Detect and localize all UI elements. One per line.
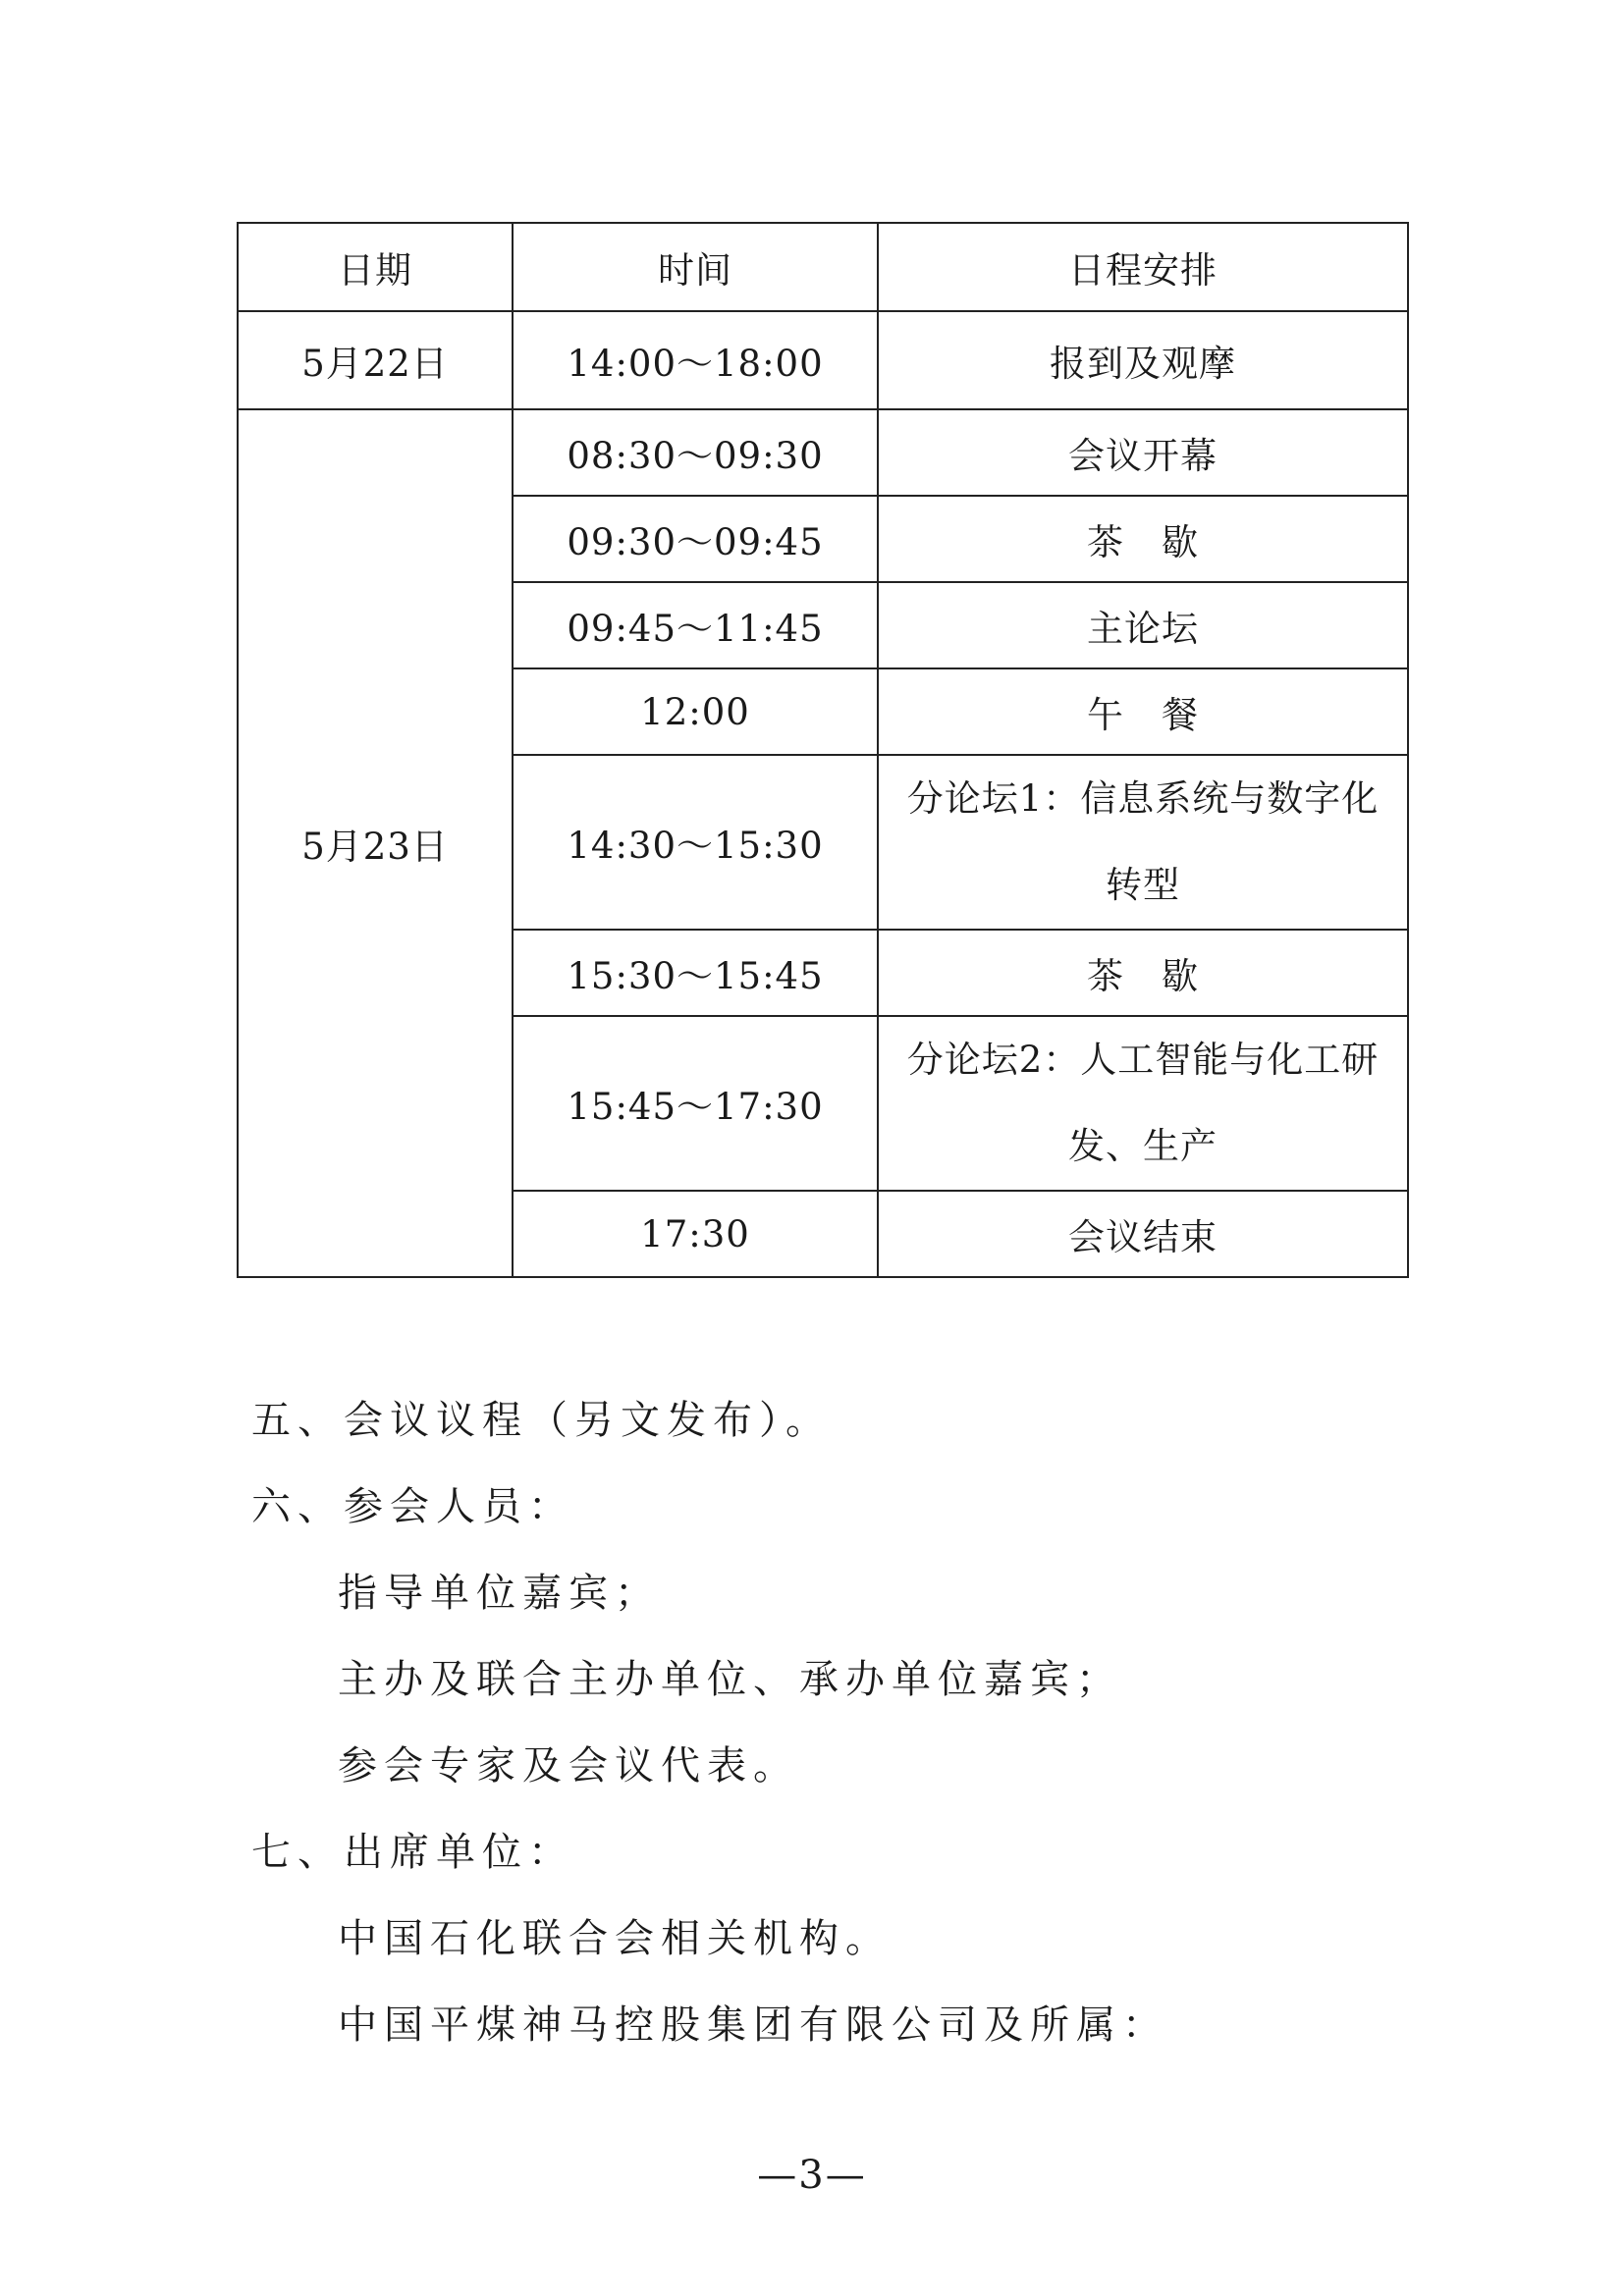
- table-row: [238, 311, 1408, 409]
- list-item: 参会专家及会议代表。: [338, 1743, 799, 1789]
- body-sections: [251, 1377, 1410, 2068]
- time-cell: 08:30～09:30: [513, 409, 878, 496]
- time-cell: 14:30～15:30: [513, 755, 878, 930]
- section-six-heading: 六、参会人员：: [251, 1484, 574, 1529]
- agenda-cell: 主论坛: [878, 582, 1408, 668]
- time-cell: 15:30～15:45: [513, 930, 878, 1016]
- time-cell: 09:45～11:45: [513, 582, 878, 668]
- list-item: 指导单位嘉宾；: [338, 1571, 661, 1616]
- time-cell: 15:45～17:30: [513, 1016, 878, 1191]
- time-cell: 09:30～09:45: [513, 496, 878, 582]
- header-agenda: 日程安排: [878, 223, 1408, 311]
- agenda-cell: 会议开幕: [878, 409, 1408, 496]
- time-cell: 14:00～18:00: [513, 311, 878, 409]
- section-seven-heading: 七、出席单位：: [251, 1830, 574, 1875]
- list-item: 主办及联合主办单位、承办单位嘉宾；: [338, 1657, 1122, 1702]
- agenda-cell: 午 餐: [878, 668, 1408, 755]
- list-item: 中国石化联合会相关机构。: [338, 1916, 892, 1961]
- table-row: [238, 409, 1408, 496]
- header-time: 时间: [513, 223, 878, 311]
- agenda-cell: 分论坛1：信息系统与数字化转型: [878, 755, 1408, 930]
- header-date: 日期: [238, 223, 513, 311]
- section-five-heading: 五、会议议程（另文发布）。: [251, 1398, 832, 1443]
- agenda-cell: 报到及观摩: [878, 311, 1408, 409]
- time-cell: 12:00: [513, 668, 878, 755]
- date-cell: 5月23日: [238, 409, 513, 1277]
- agenda-cell: 会议结束: [878, 1191, 1408, 1277]
- table-header-row: [238, 223, 1408, 311]
- schedule-table: [237, 222, 1409, 1278]
- time-cell: 17:30: [513, 1191, 878, 1277]
- agenda-cell: 分论坛2：人工智能与化工研发、生产: [878, 1016, 1408, 1191]
- list-item: 中国平煤神马控股集团有限公司及所属：: [338, 2002, 1168, 2048]
- page-number: —3—: [757, 2153, 867, 2198]
- agenda-cell: 茶 歇: [878, 496, 1408, 582]
- agenda-cell: 茶 歇: [878, 930, 1408, 1016]
- date-cell: 5月22日: [238, 311, 513, 409]
